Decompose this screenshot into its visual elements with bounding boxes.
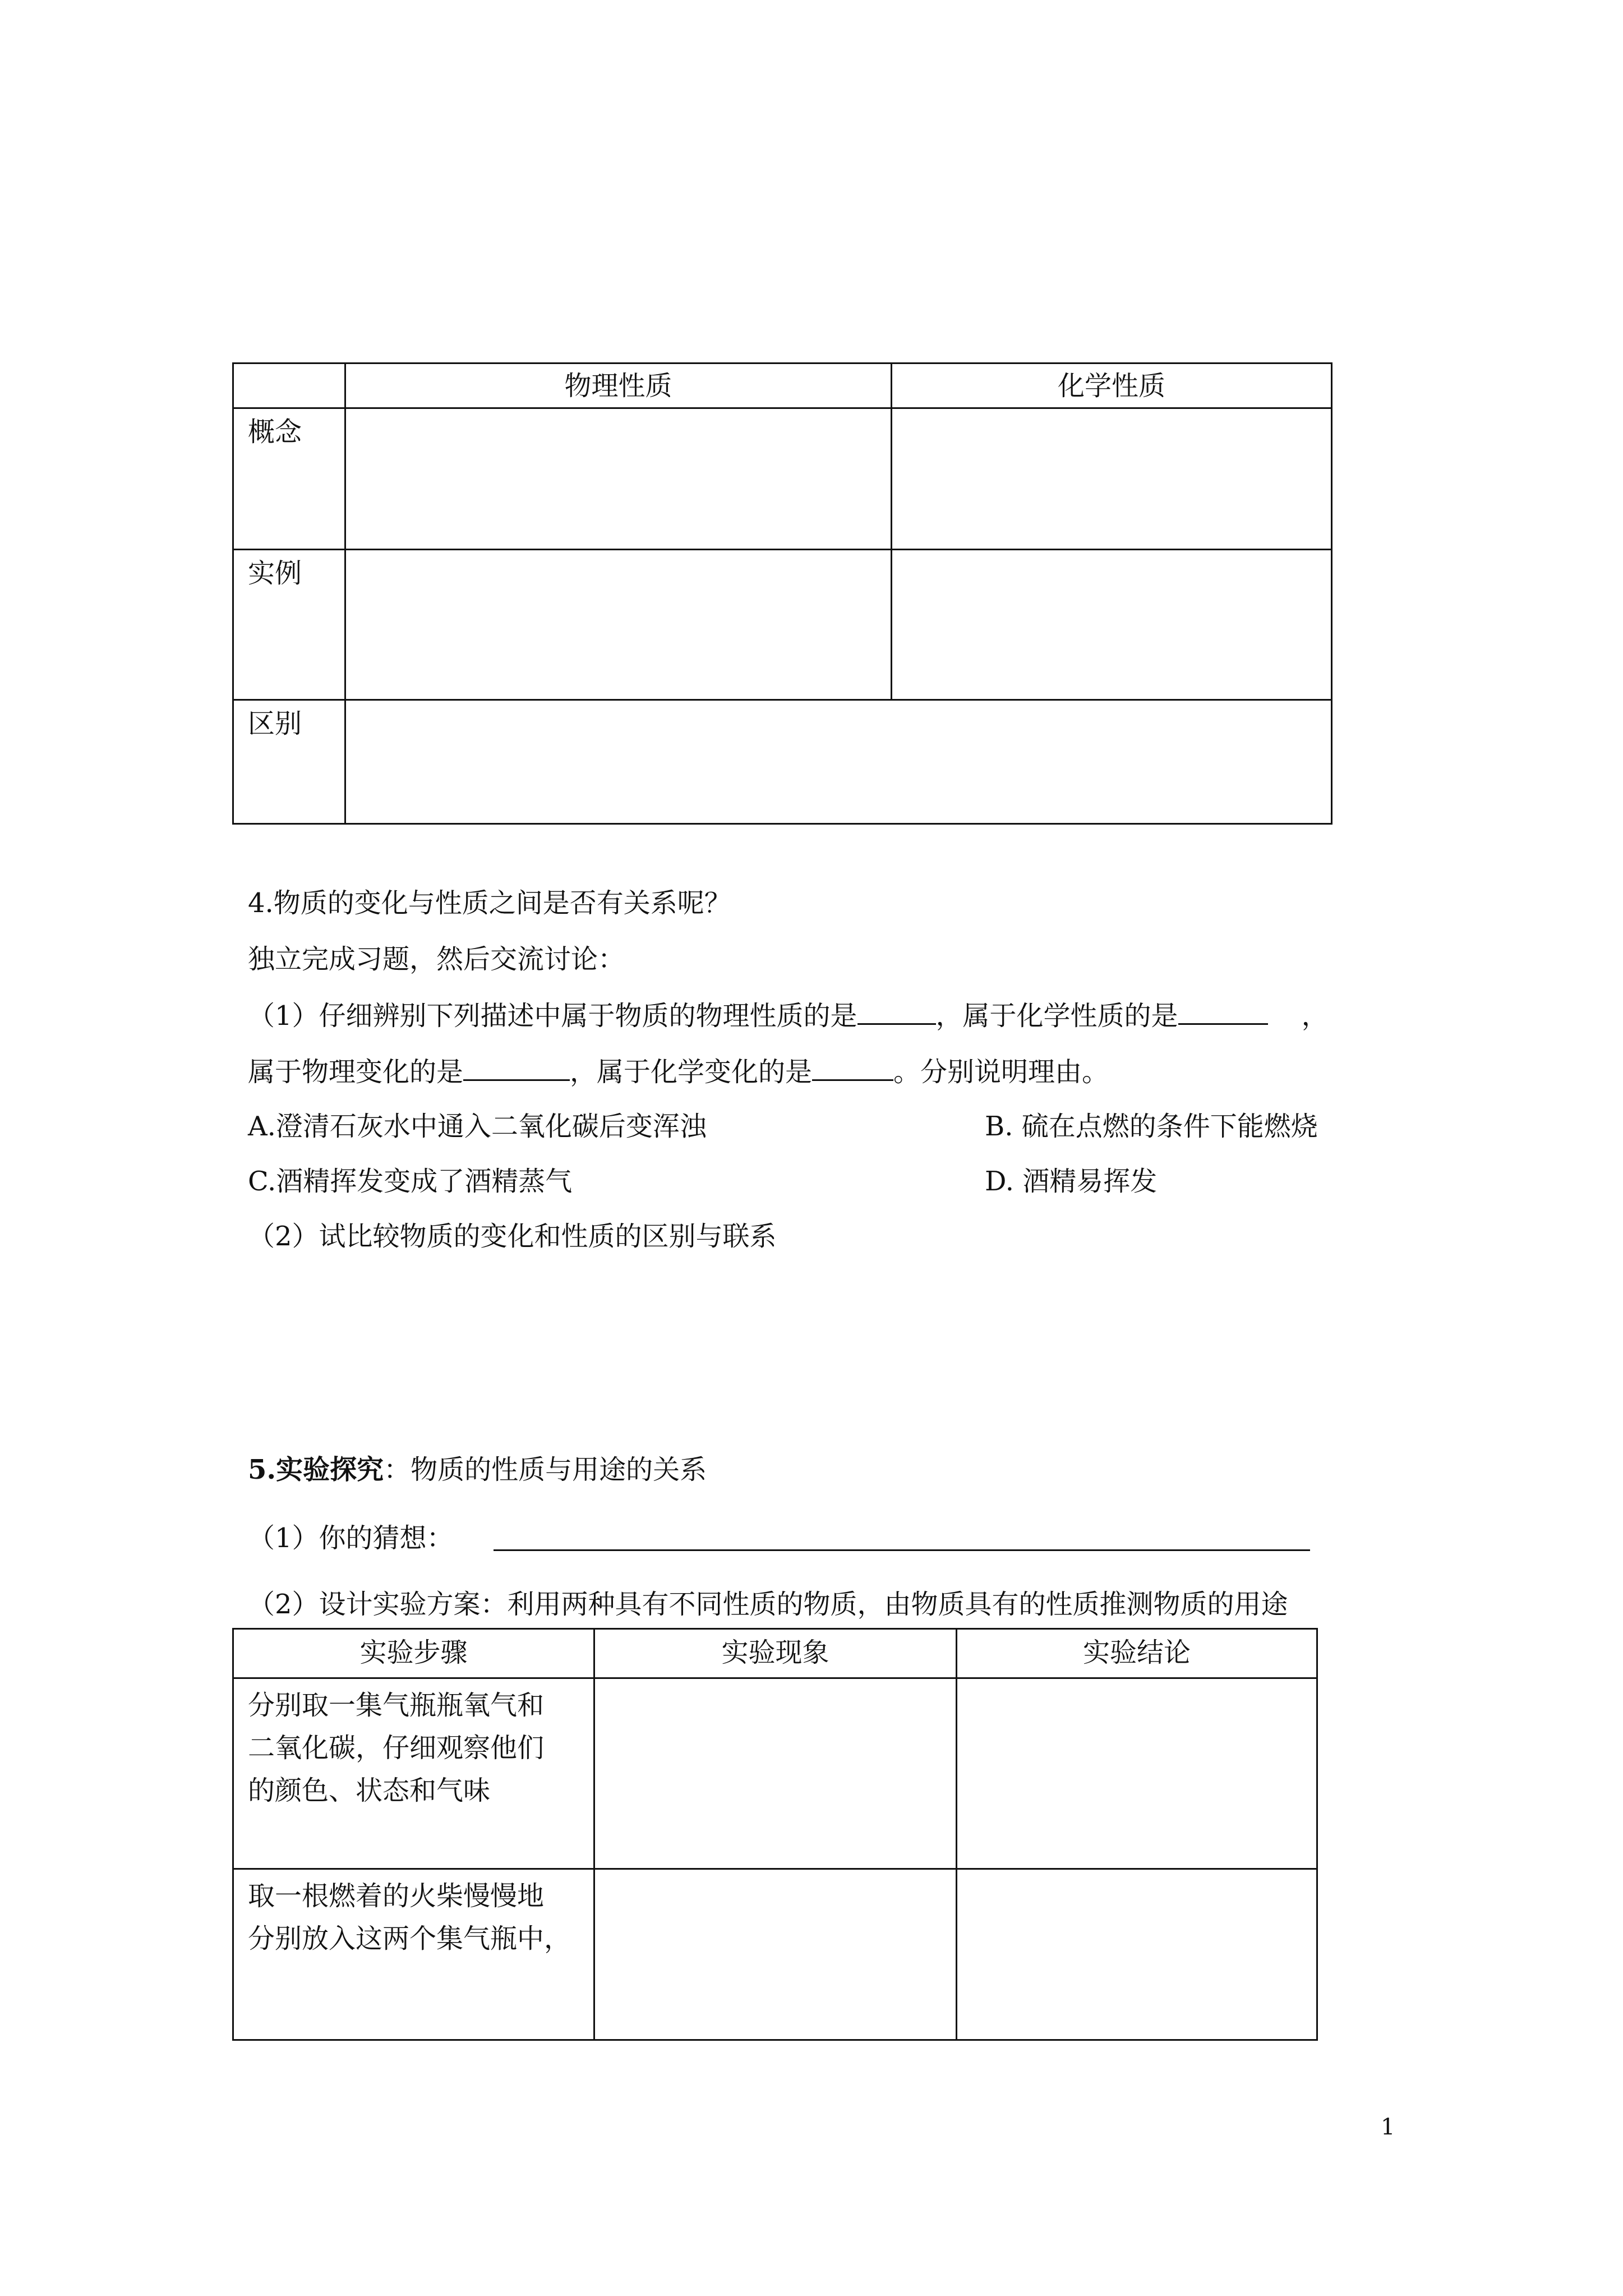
header-chemical-property: 化学性质 (1057, 370, 1165, 402)
q5-title-bold: 5.实验探究 (248, 1454, 384, 1485)
q4-part1-line1 (248, 999, 1329, 1033)
step-1-line-2: 二氧化碳，仔细观察他们 (248, 1732, 545, 1764)
guess-answer-line[interactable] (494, 1549, 1310, 1551)
step-1-line-3: 的颜色、状态和气味 (248, 1775, 491, 1806)
q5-design: （2）设计实验方案：利用两种具有不同性质的物质，由物质具有的性质推测物质的用途 (248, 1589, 1288, 1620)
chemical-change-answer-blank[interactable] (812, 1055, 893, 1081)
q4-part1-line2 (248, 1055, 1109, 1089)
step-2-text (248, 1875, 571, 1960)
q4-part1-text-f: 。分别说明理由。 (893, 1056, 1109, 1088)
q4-part1-text-b: ，属于化学性质的是 (935, 1000, 1178, 1032)
step-2-line-2: 分别放入这两个集气瓶中， (248, 1923, 571, 1954)
page-number: 1 (1381, 2114, 1395, 2140)
step-2-line-1: 取一根燃着的火柴慢慢地 (248, 1880, 545, 1912)
header-experiment-steps: 实验步骤 (359, 1637, 468, 1668)
experiment-table (232, 1628, 1318, 2041)
header-experiment-conclusion: 实验结论 (1082, 1637, 1191, 1668)
chemical-property-answer-blank[interactable] (1178, 999, 1268, 1025)
q5-title-rest: ：物质的性质与用途的关系 (384, 1454, 707, 1485)
option-b: B. 硫在点燃的条件下能燃烧 (985, 1111, 1318, 1142)
q5-title (248, 1453, 707, 1487)
properties-table (232, 362, 1332, 825)
physical-change-answer-blank[interactable] (463, 1055, 570, 1081)
row-label-difference: 区别 (248, 708, 302, 739)
q4-part1-text-e: ，属于化学变化的是 (570, 1056, 813, 1088)
row-label-concept: 概念 (248, 416, 302, 448)
option-d: D. 酒精易挥发 (985, 1166, 1158, 1197)
header-physical-property: 物理性质 (564, 370, 672, 402)
q5-guess-label: （1）你的猜想： (248, 1522, 454, 1554)
q4-part1-text-a: （1）仔细辨别下列描述中属于物质的物理性质的是 (248, 1000, 857, 1032)
step-1-text (248, 1684, 544, 1812)
q4-part1-text-c: ， (1301, 1000, 1329, 1032)
q4-title: 4.物质的变化与性质之间是否有关系呢？ (248, 887, 731, 919)
row-label-example: 实例 (248, 558, 302, 589)
q4-part1-text-d: 属于物理变化的是 (248, 1056, 464, 1088)
q4-part2: （2）试比较物质的变化和性质的区别与联系 (248, 1221, 777, 1252)
physical-property-answer-blank[interactable] (857, 999, 936, 1025)
q4-instruction: 独立完成习题，然后交流讨论： (248, 944, 625, 975)
step-1-line-1: 分别取一集气瓶瓶氧气和 (248, 1690, 545, 1721)
option-a: A.澄清石灰水中通入二氧化碳后变浑浊 (248, 1111, 707, 1142)
header-experiment-phenomenon: 实验现象 (721, 1637, 829, 1668)
option-c: C.酒精挥发变成了酒精蒸气 (248, 1166, 573, 1197)
